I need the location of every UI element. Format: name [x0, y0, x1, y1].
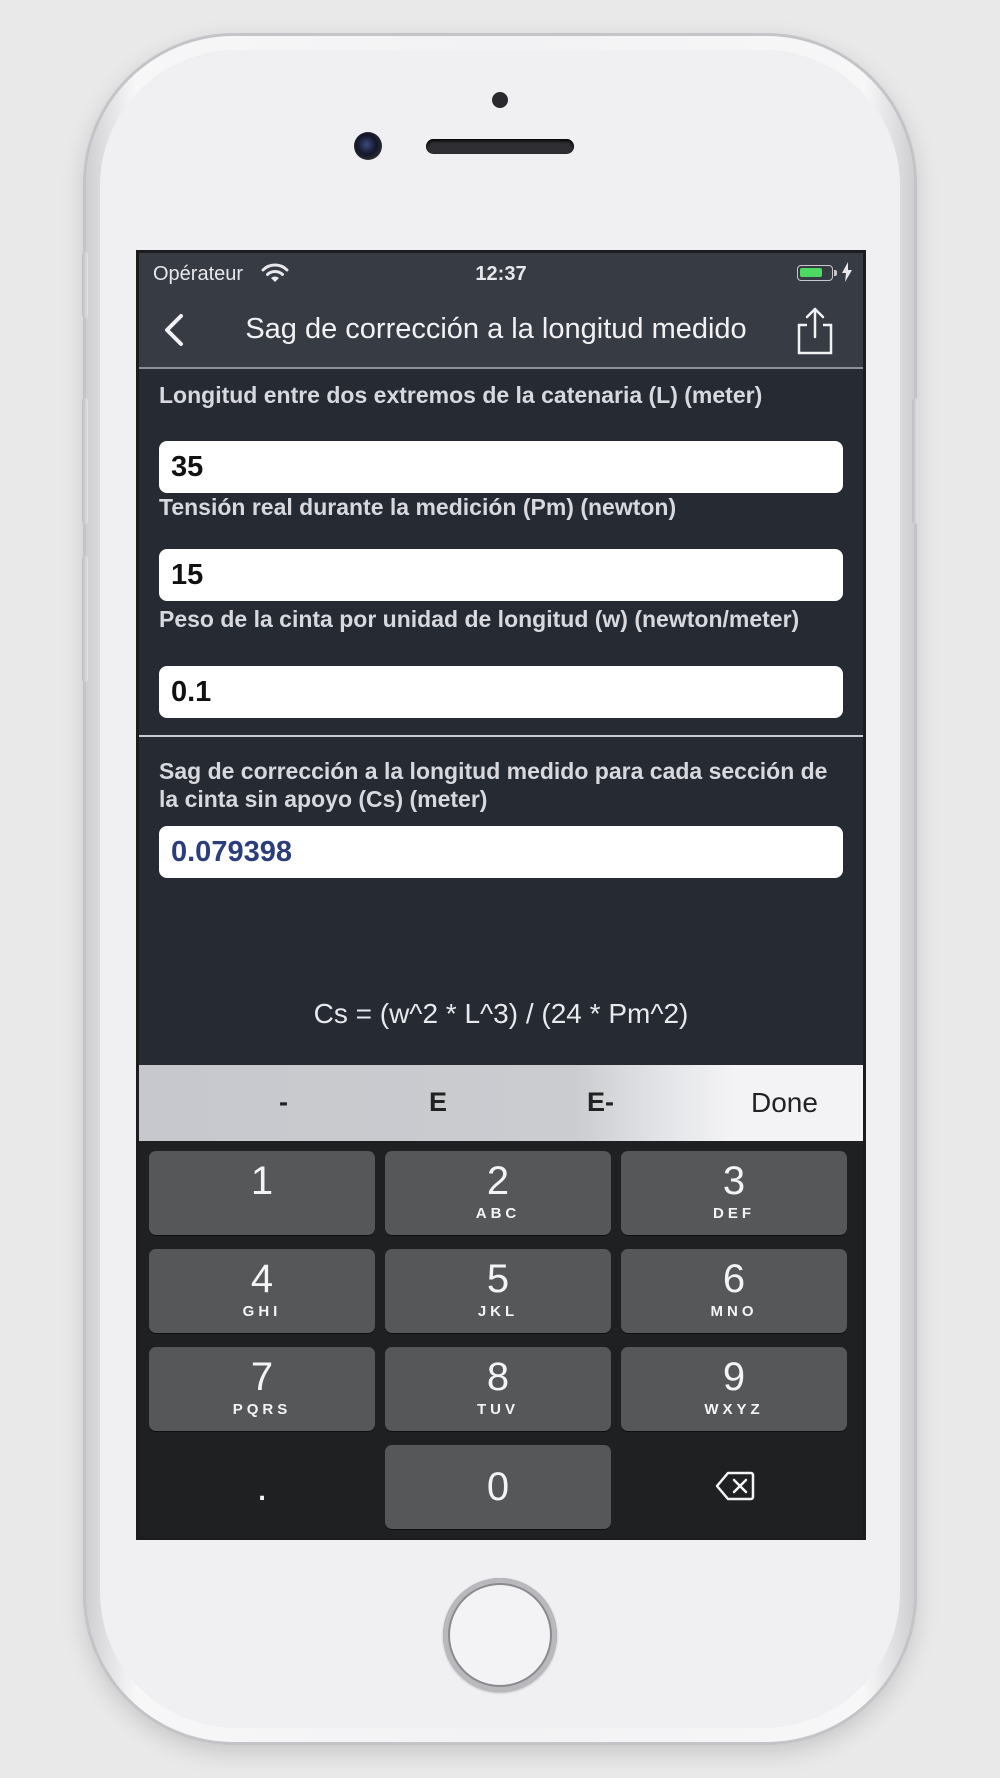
carrier-label: Opérateur	[153, 263, 244, 285]
key-digit: .	[256, 1465, 268, 1509]
section-divider	[139, 735, 863, 737]
navigation-bar	[139, 293, 863, 369]
earpiece-speaker	[426, 139, 574, 154]
key-2[interactable]	[385, 1151, 611, 1235]
key-letters: ABC	[475, 1205, 521, 1222]
volume-up-button	[82, 398, 88, 524]
status-bar	[139, 253, 863, 293]
key-digit: 4	[250, 1257, 274, 1301]
minus-key[interactable]: -	[279, 1087, 288, 1117]
key-letters: JKL	[477, 1303, 519, 1320]
charging-bolt-icon	[841, 262, 853, 282]
app-screen	[136, 250, 866, 1540]
key-0[interactable]	[385, 1445, 611, 1529]
numeric-keypad	[139, 1141, 863, 1540]
key-letters: DEF	[713, 1205, 755, 1222]
key-3[interactable]	[621, 1151, 847, 1235]
key-letters: GHI	[242, 1303, 282, 1320]
result-output[interactable]	[159, 826, 843, 878]
key-6[interactable]	[621, 1249, 847, 1333]
share-icon[interactable]	[793, 305, 837, 357]
key-digit: 8	[486, 1355, 510, 1399]
weight-input[interactable]	[159, 666, 843, 718]
key-8[interactable]	[385, 1347, 611, 1431]
key-1[interactable]	[149, 1151, 375, 1235]
backspace-icon	[715, 1471, 755, 1501]
done-button[interactable]: Done	[751, 1087, 818, 1118]
status-time: 12:37	[475, 263, 527, 285]
mute-switch	[82, 252, 88, 318]
key-digit: 2	[486, 1159, 510, 1203]
key-decimal[interactable]	[149, 1445, 375, 1529]
keyboard-accessory-bar	[139, 1065, 863, 1141]
proximity-sensor	[492, 92, 508, 108]
key-delete[interactable]	[621, 1445, 847, 1529]
volume-down-button	[82, 556, 88, 682]
home-button[interactable]	[443, 1578, 557, 1692]
power-button	[912, 398, 918, 524]
key-digit: 1	[250, 1159, 274, 1203]
key-digit: 5	[486, 1257, 510, 1301]
key-5[interactable]	[385, 1249, 611, 1333]
key-4[interactable]	[149, 1249, 375, 1333]
key-7[interactable]	[149, 1347, 375, 1431]
chevron-left-icon[interactable]	[157, 310, 193, 350]
negative-exponent-key[interactable]: E-	[587, 1087, 614, 1117]
length-input[interactable]	[159, 441, 843, 493]
battery-charging-icon	[797, 265, 833, 281]
key-9[interactable]	[621, 1347, 847, 1431]
key-digit: 3	[722, 1159, 746, 1203]
key-letters: WXYZ	[704, 1401, 764, 1418]
tension-label: Tensión real durante la medición (Pm) (newton)	[159, 494, 677, 520]
formula-text: Cs = (w^2 * L^3) / (24 * Pm^2)	[313, 998, 689, 1029]
exponent-key[interactable]: E	[429, 1087, 448, 1117]
result-label: Sag de corrección a la longitud medido para cada sección de la cinta sin apoyo (Cs) (meter)	[159, 758, 828, 812]
key-digit: 6	[722, 1257, 746, 1301]
weight-label: Peso de la cinta por unidad de longitud (w) (newton/meter)	[159, 606, 800, 632]
tension-input[interactable]	[159, 549, 843, 601]
page-title: Sag de corrección a la longitud medido	[245, 313, 747, 345]
key-letters: PQRS	[232, 1401, 292, 1418]
length-label: Longitud entre dos extremos de la catenaria (L) (meter)	[159, 382, 763, 408]
key-letters: TUV	[477, 1401, 519, 1418]
front-camera	[354, 132, 382, 160]
key-digit: 7	[250, 1355, 274, 1399]
key-digit: 9	[722, 1355, 746, 1399]
key-letters: MNO	[710, 1303, 758, 1320]
key-digit: 0	[486, 1465, 510, 1509]
